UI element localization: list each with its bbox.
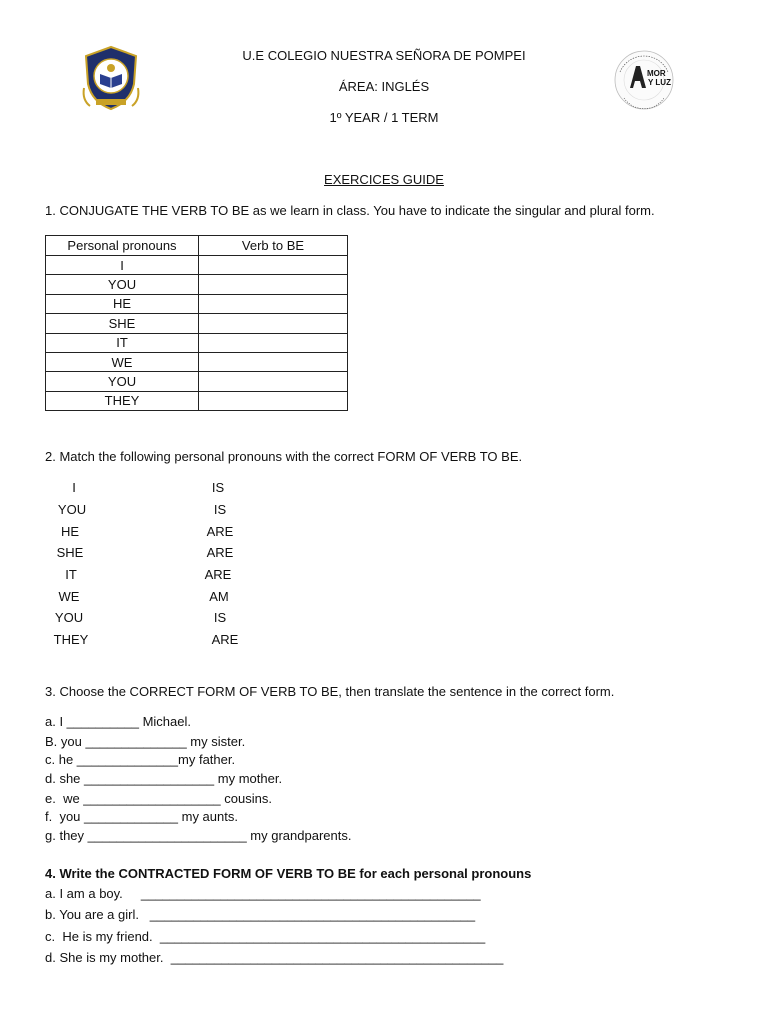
page-title: EXERCICES GUIDE — [324, 172, 444, 187]
match-verb: IS — [213, 610, 227, 625]
section1-instruction: 1. CONJUGATE THE VERB TO BE as we learn in class. You have to indicate the singular and plural form. — [45, 203, 655, 218]
answer-cell[interactable] — [199, 372, 348, 391]
match-pronoun: I — [72, 480, 76, 495]
svg-text:Y LUZ: Y LUZ — [648, 78, 671, 87]
exercise-item[interactable]: d. she __________________ my mother. — [45, 771, 283, 786]
table-row — [46, 333, 348, 352]
answer-cell[interactable] — [199, 333, 348, 352]
exercise-item[interactable]: f. you _____________ my aunts. — [45, 809, 238, 824]
pronoun-cell: HE — [46, 294, 199, 313]
table-row — [46, 294, 348, 313]
match-verb: AM — [209, 589, 229, 604]
match-verb: IS — [211, 480, 225, 495]
section4-instruction: 4. Write the CONTRACTED FORM OF VERB TO BE for each personal pronouns — [45, 866, 532, 881]
table-row — [46, 256, 348, 275]
answer-cell[interactable] — [199, 352, 348, 371]
table-row — [46, 372, 348, 391]
conjugation-table — [45, 235, 348, 411]
match-verb: ARE — [206, 524, 234, 539]
exercise-item[interactable]: B. you ______________ my sister. — [45, 734, 246, 749]
match-verb: IS — [213, 502, 227, 517]
table-row — [46, 275, 348, 294]
match-pronoun: THEY — [53, 632, 89, 647]
svg-text:MOR: MOR — [647, 69, 666, 78]
table-header-row — [46, 236, 348, 256]
match-verb: ARE — [206, 545, 234, 560]
column-header-verb: Verb to BE — [199, 236, 348, 256]
exercise-item[interactable]: a. I __________ Michael. — [45, 714, 191, 729]
answer-cell[interactable] — [199, 391, 348, 410]
pronoun-cell: I — [46, 256, 199, 275]
exercise-item[interactable]: e. we ___________________ cousins. — [45, 791, 272, 806]
answer-cell[interactable] — [199, 314, 348, 333]
exercise-item[interactable]: c. he ______________my father. — [45, 752, 236, 767]
answer-cell[interactable] — [199, 256, 348, 275]
match-pronoun: SHE — [56, 545, 84, 560]
match-pronoun: WE — [58, 589, 80, 604]
match-pronoun: YOU — [57, 502, 87, 517]
exercise-item[interactable]: g. they ______________________ my grandparents. — [45, 828, 352, 843]
exercise-item[interactable]: d. She is my mother. ______________________________________________ — [45, 950, 504, 965]
section2-instruction: 2. Match the following personal pronouns with the correct FORM OF VERB TO BE. — [45, 449, 523, 464]
answer-cell[interactable] — [199, 275, 348, 294]
exercise-item[interactable]: c. He is my friend. _____________________________________________ — [45, 929, 486, 944]
match-pronoun: IT — [65, 567, 77, 582]
match-verb: ARE — [211, 632, 239, 647]
match-pronoun: HE — [60, 524, 80, 539]
match-verb: ARE — [204, 567, 232, 582]
year-term-label: 1º YEAR / 1 TERM — [329, 110, 439, 125]
table-row — [46, 352, 348, 371]
pronoun-cell: SHE — [46, 314, 199, 333]
column-header-pronouns: Personal pronouns — [46, 236, 199, 256]
pronoun-cell: YOU — [46, 275, 199, 294]
exercise-item[interactable]: b. You are a girl. _____________________________________________ — [45, 907, 476, 922]
area-label: ÁREA: INGLÉS — [338, 79, 430, 94]
table-row — [46, 314, 348, 333]
pronoun-cell: WE — [46, 352, 199, 371]
school-name: U.E COLEGIO NUESTRA SEÑORA DE POMPEI — [242, 48, 526, 63]
pronoun-cell: THEY — [46, 391, 199, 410]
section3-instruction: 3. Choose the CORRECT FORM OF VERB TO BE, then translate the sentence in the correct form. — [45, 684, 615, 699]
pronoun-cell: YOU — [46, 372, 199, 391]
pronoun-cell: IT — [46, 333, 199, 352]
answer-cell[interactable] — [199, 294, 348, 313]
match-pronoun: YOU — [54, 610, 84, 625]
exercise-item[interactable]: a. I am a boy. _______________________________________________ — [45, 886, 481, 901]
table-row — [46, 391, 348, 410]
